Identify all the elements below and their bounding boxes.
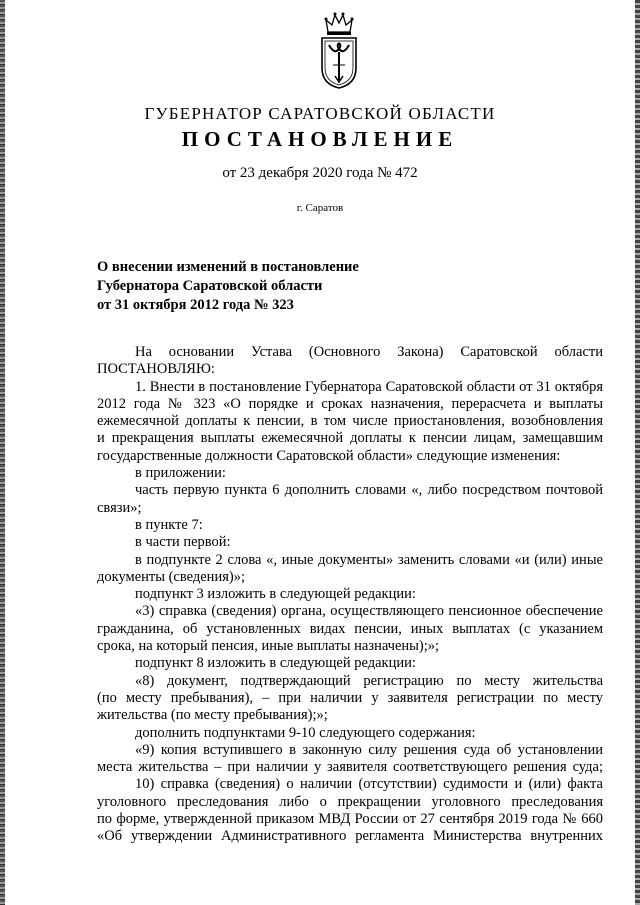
body-line: дополнить подпунктами 9-10 следующего содержания: xyxy=(135,724,476,741)
body-line: «Об утверждении Административного регламента Министерства внутренних xyxy=(97,828,603,845)
body-line: в части первой: xyxy=(135,534,231,551)
body-line: 1. Внести в постановление Губернатора Саратовской области от 31 октября xyxy=(135,378,603,395)
document-type: ПОСТАНОВЛЕНИЕ xyxy=(181,127,459,151)
subject-line: от 31 октября 2012 года № 323 xyxy=(97,297,294,313)
body-line: (по месту пребывания), – при наличии у заявителя регистрации по месту xyxy=(97,689,603,706)
body-line: «9) копия вступившего в законную силу решения суда об установлении xyxy=(135,741,603,758)
body-line: государственные должности Саратовской области» следующие изменения: xyxy=(97,447,561,464)
body-line: по форме, утвержденной приказом МВД России от 27 сентября 2019 года № 660 xyxy=(97,811,603,828)
body-line: подпункт 8 изложить в следующей редакции: xyxy=(135,655,416,672)
body-line: в пункте 7: xyxy=(135,516,203,533)
body-line: 10) справка (сведения) о наличии (отсутствии) судимости и (или) факта xyxy=(135,776,603,793)
city-name: г. Саратов xyxy=(296,202,344,214)
body-line: в приложении: xyxy=(135,465,226,482)
body-line: ежемесячной доплаты к пенсии, в том числе приостановления, возобновления xyxy=(97,413,603,430)
body-line: жительства (по месту пребывания);»; xyxy=(97,707,328,724)
authority-title: ГУБЕРНАТОР САРАТОВСКОЙ ОБЛАСТИ xyxy=(144,104,496,123)
body-line: подпункт 3 изложить в следующей редакции: xyxy=(135,586,416,603)
body-line: документы (сведения)»; xyxy=(97,568,245,585)
body-line: ПОСТАНОВЛЯЮ: xyxy=(97,361,215,378)
body-line: и прекращения выплаты ежемесячной доплаты к пенсии лицам, замещавшим xyxy=(97,430,603,447)
body-line: «3) справка (сведения) органа, осуществляющего пенсионное обеспечение xyxy=(135,603,603,620)
subject-line: О внесении изменений в постановление xyxy=(97,259,359,275)
body-line: уголовного преследования либо о прекращении уголовного преследования xyxy=(97,793,603,810)
body-line: связи»; xyxy=(97,499,142,516)
body-line: «8) документ, подтверждающий регистрацию по месту жительства xyxy=(135,672,603,689)
coat-of-arms-icon xyxy=(314,10,364,90)
decree-body xyxy=(97,344,603,846)
body-line: 2012 года № 323 «О порядке и сроках назначения, перерасчета и выплаты xyxy=(97,395,603,412)
subject-line: Губернатора Саратовской области xyxy=(97,278,323,294)
body-line: На основании Устава (Основного Закона) Саратовской области xyxy=(135,344,603,360)
body-line: гражданина, об установленных видах пенсии, иных выплатах (с указанием xyxy=(97,620,603,637)
body-line: в подпункте 2 слова «, иные документы» заменить словами «и (или) иные xyxy=(135,551,603,568)
decree-subject xyxy=(97,258,427,315)
body-line: места жительства – при наличии у заявителя соответствующего решения суда; xyxy=(97,759,603,776)
decree-date-number: от 23 декабря 2020 года № 472 xyxy=(222,165,418,181)
body-line: срока, на который пенсия, иные выплаты назначены);»; xyxy=(97,638,440,655)
body-line: часть первую пункта 6 дополнить словами «, либо посредством почтовой xyxy=(135,482,603,499)
